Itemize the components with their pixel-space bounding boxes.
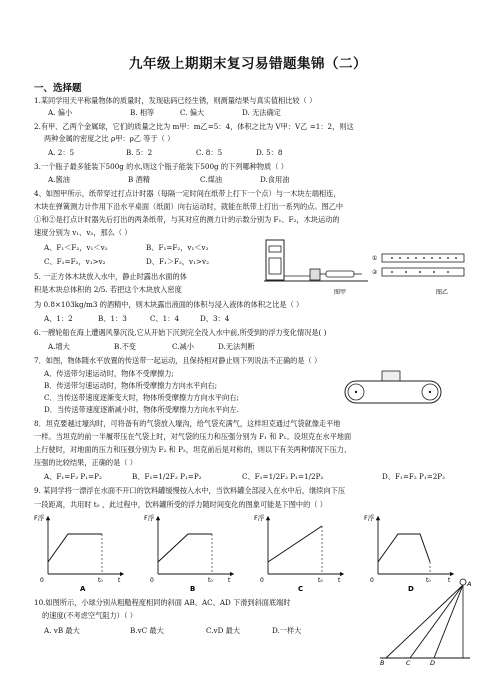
q9-b-origin: 0: [150, 577, 154, 584]
q6-option-b: B.不变: [114, 342, 136, 351]
q4-option-c: C、F₁=F₂，v₁>v₂: [44, 257, 106, 266]
q4-fig-jia-label: 图甲: [334, 289, 347, 296]
q5-option-a: A、1：2: [44, 314, 73, 323]
q3-option-c: C.煤油: [200, 175, 222, 184]
q9-c-tlabel: t: [338, 577, 341, 584]
q7-option-c: C．当传送带速度逐渐变大时，物体所受摩擦力方向水平向右;: [44, 393, 239, 402]
q2-stem-line2: 两种金属的密度之比 ρ甲：ρ乙 等于（ ）: [44, 134, 175, 143]
q4-option-d: D、F₁＞F₂，v₁>v₂: [146, 257, 209, 266]
q7-option-a: A．传送带匀速运动时，物体不受摩擦力;: [44, 369, 174, 378]
q4-tape-1-label: ①: [372, 255, 378, 262]
q4-option-b: B、F₁=F₂，v₁＜v₂: [146, 243, 209, 252]
q3-option-a: A.酱油: [48, 175, 70, 184]
q9-a-t0: t₀: [98, 577, 103, 584]
q9-a-letter: A: [80, 585, 86, 592]
q4-tape-2-label: ②: [372, 269, 378, 276]
q4-line-4: 速度分别为 v₁、v₂，那么（ ）: [34, 228, 132, 237]
q5-option-b: B、1：3: [98, 314, 127, 323]
q9-b-tlabel: t: [228, 577, 231, 584]
q2-option-d: D. 5：8: [256, 148, 283, 157]
q2-option-b: B. 5：2: [126, 148, 153, 157]
q2-option-c: C. 8：5: [196, 148, 223, 157]
q7-option-d: D．当传送带速度逐渐减小时，物体所受摩擦力方向水平向左.: [44, 405, 239, 414]
q10-option-d: D.一样大: [272, 626, 302, 635]
q9-c-origin: 0: [260, 577, 264, 584]
q3-option-b: B 酒精: [128, 175, 150, 184]
q4-line-1: 4、如图甲所示，纸带穿过打点计时器（每隔一定时间在纸带上打下一个点）与一木块左端相连，: [34, 189, 341, 198]
q8-line-1: 8．坦克要越过壕沟时，可将备有的气袋放入壕沟，给气袋充满气，这样坦克通过气袋就像走平地: [34, 419, 341, 428]
q9-d-ylabel: F浮: [364, 514, 375, 522]
q8-option-b: B、F₁=1/2F₂ P₁=P₂: [132, 472, 202, 481]
q10-label-c: C: [406, 659, 411, 666]
q9-graph-c: [254, 513, 342, 592]
q9-d-origin: 0: [370, 577, 374, 584]
q6-option-c: C.减小: [172, 342, 194, 351]
q9-graph-b: [144, 513, 232, 592]
page-title: 九年级上期期末复习易错题集锦（二）: [129, 56, 367, 72]
q1-option-d: D. 无法确定: [242, 108, 281, 117]
q2-option-a: A. 2：5: [48, 148, 75, 157]
q7-option-b: B．传送带匀速运动时，物体所受摩擦力方向水平向右;: [44, 381, 218, 390]
q10-line-2: 的速度(不考虑空气阻力）（ ）: [42, 611, 137, 620]
q8-option-d: D、F₁=F₂ P₁=2P₂: [382, 472, 446, 481]
q6-stem: 6.一艘轮船在海上遭遇风暴沉没,它从开始下沉到完全没入水中前,所受到的浮力变化情况是( ): [34, 328, 327, 337]
q1-stem: 1.某同学用天平称量物体的质量时，发现砝码已经生锈，则测量结果与真实值相比较（ ）: [34, 96, 317, 105]
q8-line-4: 压强的比较结果，正确的是（ ）: [34, 458, 137, 467]
q3-stem: 3.一个瓶子最多能装下500g 的水,则这个瓶子能装下500g 的下列哪种物质（ ）: [34, 162, 288, 171]
q9-c-t0: t₀: [318, 577, 323, 584]
q9-d-tlabel: t: [448, 577, 451, 584]
q8-line-2: 一样。当坦克的前一半履带压在气袋上时，对气袋的压力和压强分别为 F₁ 和 P₁。设坦克在水平地面: [34, 432, 352, 441]
q8-option-c: C、F₁=1/2F₂ P₁=1/2P₂: [242, 472, 324, 481]
q1-option-a: A. 偏小: [48, 108, 73, 117]
q4-figure-jia: [262, 236, 372, 298]
q6-option-d: D.无法判断: [218, 342, 255, 351]
q4-fig-yi-label: 图乙: [436, 289, 449, 296]
q5-line-3: 为 0.8×103kg/m3 的酒精中，则木块露出液面的体积与浸入液体的体积之比是（ ）: [34, 300, 304, 309]
q6-option-a: A.增大: [48, 342, 70, 351]
q4-line-3: ①和②是打点计时器先后打出的两条纸带，与其对应的测力计的示数分别为 F₁、F₂，木块运动的: [34, 215, 340, 224]
q10-option-b: B.vC 最大: [130, 626, 164, 635]
q5-line-1: 5. 一正方体木块放入水中，静止时露出水面的体: [34, 272, 187, 281]
q9-b-letter: B: [190, 585, 196, 592]
q9-c-letter: C: [298, 585, 304, 592]
q8-line-3: 上行驶时，对地面的压力和压强分别为 F₂ 和 P₂，坦克前后是对称的，则以下有关两种情况下压力、: [34, 445, 352, 454]
q9-line-2: 一段距离，共用时 t₀ ，此过程中，饮料罐所受的浮力随时间变化的图象可能是下图中的（ ）: [34, 500, 327, 509]
q9-c-ylabel: F浮: [254, 514, 265, 522]
q1-option-c: C. 偏大: [180, 108, 205, 117]
q10-option-a: A. vB 最大: [44, 626, 80, 635]
q4-line-2: 木块在弹簧测力计作用下沿水平桌面（纸面）向右运动时，就能在纸带上打出一系列的点。图乙中: [34, 202, 344, 211]
q9-a-ylabel: F浮: [34, 514, 45, 522]
q5-line-2: 积是木块总体积的 2/5. 若把这个木块放入密度: [34, 285, 182, 294]
q10-line-1: 10.如图所示，小球分别从粗糙程度相同的斜面 AB、AC、AD 下滑到斜面底端时: [34, 598, 291, 607]
q10-incline-figure: [372, 576, 484, 666]
q3-option-d: D.食用油: [260, 175, 290, 184]
q7-stem: 7．如图，物体随水平放置的传送带一起运动，且保持相对静止则下列说法不正确的是（ ）: [34, 356, 322, 365]
q9-line-1: 9. 某同学将一漂浮在水面不开口的饮料罐缓慢按入水中，当饮料罐全部浸入在水中后，继续向下压: [34, 486, 346, 495]
q10-option-c: C.vD 最大: [206, 626, 241, 635]
q4-option-a: A、F₁＜F₂，v₁＜v₂: [44, 243, 108, 252]
q9-d-letter: D: [408, 585, 414, 592]
q9-b-t0: t₀: [208, 577, 213, 584]
q5-option-d: D、3：4: [200, 314, 230, 323]
q2-stem: 2.有甲、乙两个金属球，它们的质量之比为 m甲：m乙=5：4，体积之比为 V甲：V乙 =1：2，则这: [34, 122, 354, 131]
q4-figure-yi: [372, 250, 468, 300]
q9-b-ylabel: F浮: [144, 514, 155, 522]
q9-d-t0: t₀: [426, 577, 431, 584]
q10-label-a: A: [467, 580, 472, 588]
section-heading: 一、选择题: [34, 83, 82, 94]
q7-conveyor-figure: [338, 368, 448, 408]
q10-label-b: B: [380, 659, 385, 666]
q5-option-c: C、1：4: [150, 314, 180, 323]
q8-option-a: A、F₁=F₂ P₁=P₂: [44, 472, 102, 481]
q9-a-tlabel: t: [118, 577, 121, 584]
q9-a-origin: 0: [40, 577, 44, 584]
q10-label-d: D: [430, 659, 436, 666]
q1-option-b: B. 相等: [130, 108, 155, 117]
q9-graph-a: [34, 513, 122, 592]
